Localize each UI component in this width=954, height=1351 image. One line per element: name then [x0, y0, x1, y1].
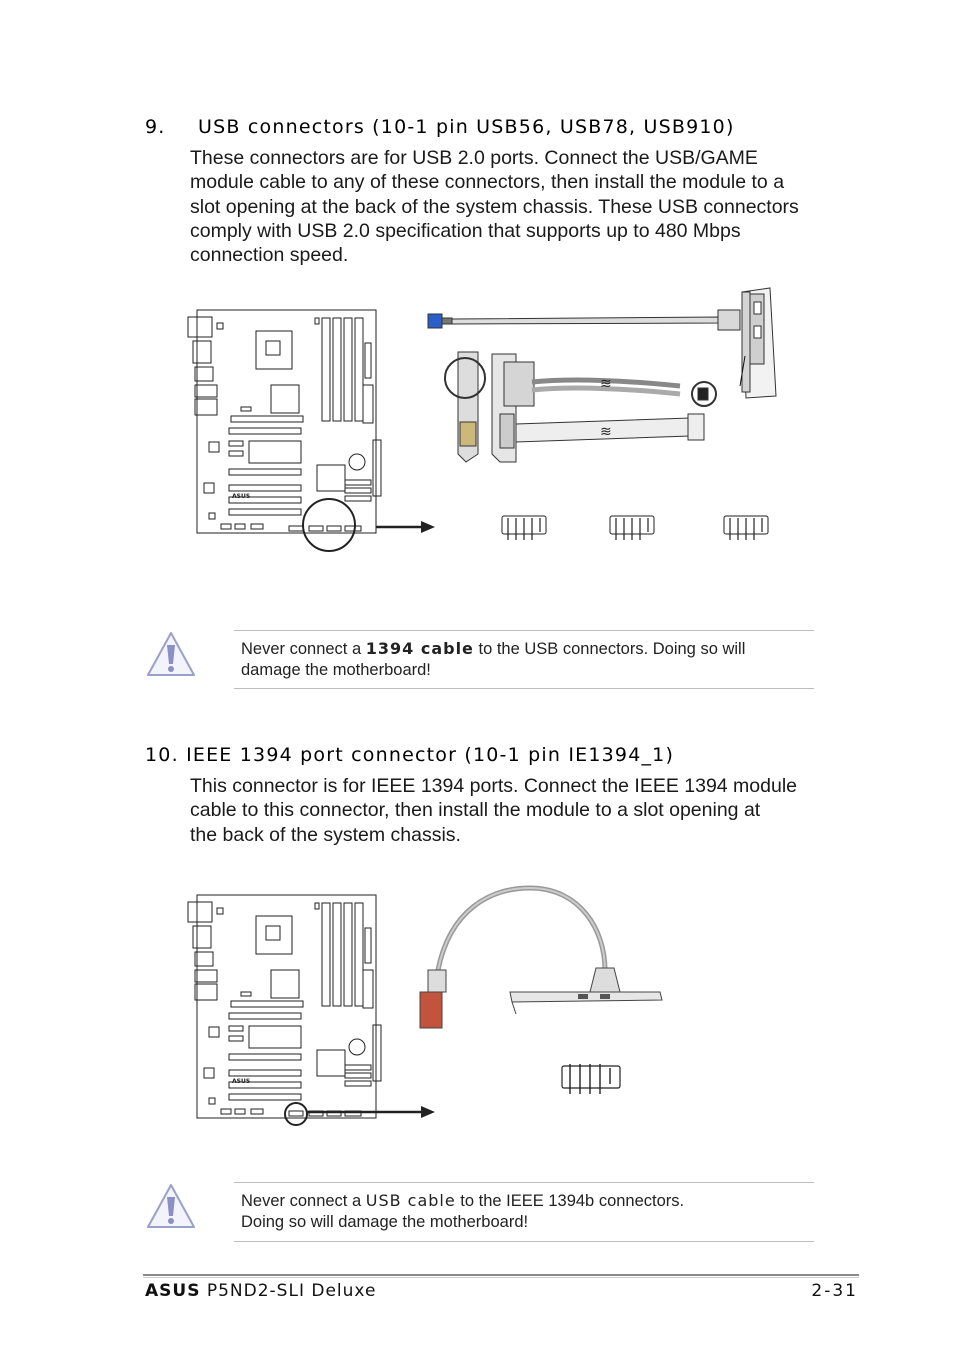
section-10-line: This connector is for IEEE 1394 ports. Connect the IEEE 1394 module — [190, 775, 798, 797]
section-9-title: USB connectors (10-1 pin USB56, USB78, USB910) — [198, 116, 735, 138]
warning-emphasis: 1394 cable — [365, 639, 474, 658]
warning-prefix: Never connect a — [241, 1192, 366, 1210]
motherboard-1394-diagram — [185, 890, 445, 1130]
warning-suffix: to the IEEE 1394b connectors. — [455, 1192, 685, 1210]
section-9-number: 9. — [145, 116, 166, 138]
motherboard-usb-diagram — [185, 305, 445, 555]
ieee1394-cable-illustration — [410, 880, 680, 1040]
usb-module-cable-illustration — [420, 286, 790, 476]
warning-triangle-icon — [145, 630, 197, 678]
section-9-line: module cable to any of these connectors, then install the module to a — [190, 171, 785, 194]
footer-rule-shadow — [143, 1277, 859, 1278]
section-10-body — [190, 774, 820, 847]
section-9-heading — [145, 116, 735, 138]
footer-product-name — [145, 1281, 376, 1301]
section-10-heading — [145, 744, 674, 766]
footer-model: P5ND2-SLI Deluxe — [200, 1281, 377, 1301]
section-9-line: These connectors are for USB 2.0 ports. Connect the USB/GAME — [190, 147, 758, 169]
warning-line2: Doing so will damage the motherboard! — [241, 1213, 529, 1231]
warning-1394-note — [241, 1190, 684, 1233]
warning-top-rule — [234, 1182, 814, 1183]
svg-text:≋: ≋ — [600, 375, 612, 391]
ieee1394-pin-header-diagram — [560, 1062, 624, 1096]
svg-text:≋: ≋ — [600, 423, 612, 439]
footer-page-number: 2-31 — [811, 1281, 858, 1301]
warning-triangle-icon — [145, 1182, 197, 1230]
warning-top-rule — [234, 630, 814, 631]
footer-rule — [143, 1274, 859, 1276]
warning-line2: damage the motherboard! — [241, 661, 431, 679]
warning-suffix: to the USB connectors. Doing so will — [473, 640, 746, 658]
section-9-line: connection speed. — [190, 244, 349, 267]
section-10-number: 10. — [145, 744, 179, 766]
section-9-line: slot opening at the back of the system chassis. These USB connectors — [190, 195, 799, 218]
svg-text:ASUS: ASUS — [232, 1078, 251, 1085]
warning-prefix: Never connect a — [241, 640, 366, 658]
warning-emphasis: USB cable — [365, 1191, 456, 1210]
section-10-line: cable to this connector, then install the module to a slot opening at — [190, 799, 761, 822]
section-10-line: the back of the system chassis. — [190, 823, 461, 846]
section-9-line: comply with USB 2.0 specification that supports up to 480 Mbps — [190, 219, 741, 242]
usb-pin-header-diagram — [500, 512, 790, 546]
warning-usb-note — [241, 638, 745, 681]
section-9-body — [190, 146, 820, 267]
svg-text:ASUS: ASUS — [232, 493, 251, 500]
section-10-title: IEEE 1394 port connector (10-1 pin IE1394_1) — [186, 744, 675, 766]
warning-bottom-rule — [234, 688, 814, 689]
warning-bottom-rule — [234, 1241, 814, 1242]
footer-brand: ASUS — [145, 1281, 201, 1301]
